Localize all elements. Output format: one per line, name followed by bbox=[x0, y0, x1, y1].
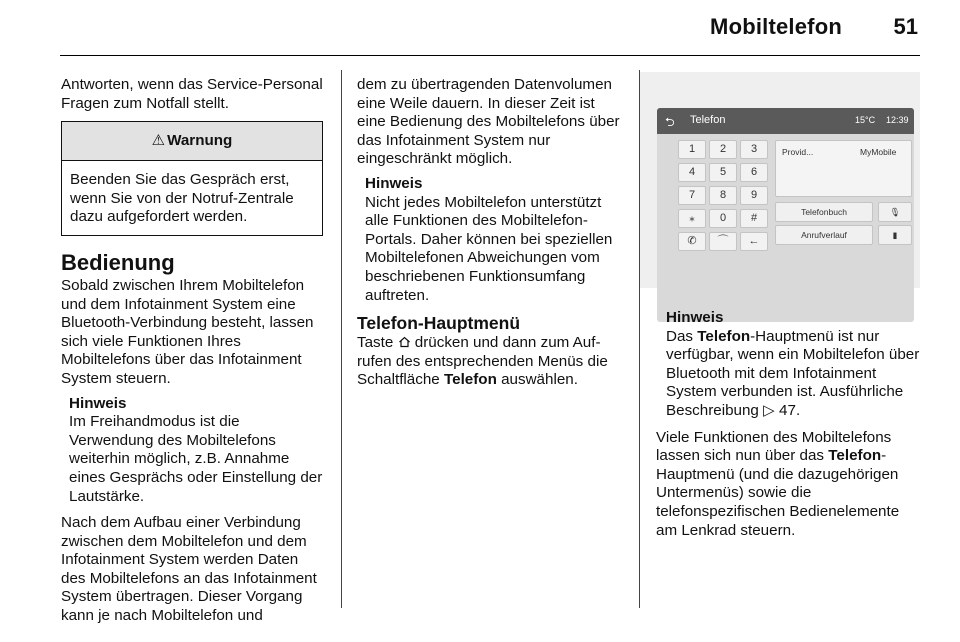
mobile-icon: ▮ bbox=[878, 225, 912, 245]
bedienung-paragraph: Sobald zwischen Ihrem Mobiltelefon und dem Infotainment System eine Bluetooth-Verbindung besteht, lassen sich viele Funktionen Ihres Mobiltelefons über das Infotainment System steuern. bbox=[61, 276, 314, 387]
page-number: 51 bbox=[893, 14, 918, 39]
keypad-key: 3 bbox=[740, 140, 768, 159]
text-fragment: Das bbox=[666, 327, 694, 345]
device-info-panel bbox=[775, 140, 912, 197]
page-header-title: Mobiltelefon bbox=[710, 14, 842, 39]
note-label: Hinweis bbox=[666, 309, 724, 326]
functions-paragraph bbox=[656, 429, 920, 541]
screen-temperature: 15°C bbox=[855, 115, 876, 125]
note-hauptmenue bbox=[666, 309, 920, 421]
keypad-key: 4 bbox=[678, 163, 706, 182]
call-icon: ✆ bbox=[678, 232, 706, 251]
text-fragment: -Hauptmenü ist nur verfügbar, wenn ein Mobiltelefon über Bluetooth mit dem Infotainment System verbunden ist. Ausführliche Beschreibung bbox=[666, 327, 920, 419]
text-fragment: drücken und dann zum Aufrufen des entsprechenden Menüs die Schaltfläche bbox=[357, 334, 608, 389]
header-rule bbox=[60, 55, 920, 56]
warning-triangle-icon: ⚠ bbox=[151, 132, 166, 150]
intro-paragraph: Antworten, wenn das Service-Personal Fragen zum Notfall stellt. bbox=[61, 76, 323, 112]
bold-term-telefon: Telefon bbox=[443, 371, 497, 389]
bold-term-telefon: Telefon bbox=[828, 447, 882, 465]
device-name: MyMobile bbox=[860, 147, 897, 157]
section-heading-telefon-hauptmenue: Telefon-Hauptmenü bbox=[357, 313, 521, 334]
page-ref-icon: ▷ bbox=[763, 401, 775, 419]
calllog-button: Anrufverlauf bbox=[775, 225, 873, 245]
warning-body: Beenden Sie das Gespräch erst, wenn Sie von der Notruf-Zentrale dazu aufgefordert werden. bbox=[70, 171, 294, 226]
keypad-key: 5 bbox=[709, 163, 737, 182]
column-1 bbox=[61, 76, 323, 632]
keypad-key: 9 bbox=[740, 186, 768, 205]
screen-title: Telefon bbox=[690, 114, 726, 126]
section-heading-bedienung: Bedienung bbox=[61, 249, 175, 275]
screen-title-bar bbox=[657, 108, 914, 134]
note-body: Nicht jedes Mobiltelefon unterstützt alle Funktionen des Mobiltelefon-Portals. Daher können bei speziellen Mobiltelefonen Abweichungen vom beschriebenen Funktionsumfang auftreten. bbox=[365, 193, 613, 304]
keypad-key: ⁎ bbox=[678, 209, 706, 228]
keypad-key: # bbox=[740, 209, 768, 228]
keypad-key: 8 bbox=[709, 186, 737, 205]
home-icon bbox=[398, 336, 411, 348]
warning-box bbox=[61, 121, 323, 236]
warning-header bbox=[62, 122, 322, 161]
backspace-icon: ← bbox=[740, 232, 768, 251]
note-functions bbox=[365, 175, 625, 305]
note-body: Im Freihandmodus ist die Verwendung des Mobiltelefons weiterhin möglich, z.B. Annahme eines Gesprächs oder Einstellung der Lautstärke. bbox=[69, 413, 323, 505]
column-2 bbox=[357, 76, 625, 396]
text-fragment: auswählen. bbox=[501, 371, 578, 389]
infotainment-screen-figure bbox=[640, 72, 920, 288]
keypad-key: 6 bbox=[740, 163, 768, 182]
hangup-icon: ⌒ bbox=[709, 232, 737, 251]
provider-label: Provid... bbox=[782, 147, 814, 157]
screen-time: 12:39 bbox=[886, 115, 909, 125]
note-freihand bbox=[69, 395, 323, 507]
page-ref-number[interactable]: 47. bbox=[779, 401, 801, 419]
telefon-menu-paragraph bbox=[357, 334, 625, 390]
text-fragment: Viele Funktionen des Mobiltelefons lassen sich nun über das bbox=[656, 428, 892, 465]
keypad-key: 7 bbox=[678, 186, 706, 205]
text-fragment: -Hauptmenü (und die dazugehörigen Untermenüs) sowie die telefonspezifischen Bedienelemente am Lenkrad steuern. bbox=[656, 447, 900, 539]
warning-title: Warnung bbox=[167, 132, 233, 150]
keypad-key: 2 bbox=[709, 140, 737, 159]
mute-mic-icon: 🎙 bbox=[878, 202, 912, 222]
bold-term-telefon: Telefon bbox=[697, 327, 751, 345]
column-3 bbox=[656, 303, 920, 546]
note-label: Hinweis bbox=[69, 394, 127, 412]
back-icon: ⮌ bbox=[665, 115, 675, 129]
keypad-key: 0 bbox=[709, 209, 737, 228]
text-fragment: Taste bbox=[357, 334, 394, 352]
transfer-paragraph: dem zu übertragenden Datenvolumen eine Weile dauern. In dieser Zeit ist eine Bedienung des Mobiltelefons über das Infotainment System nur eingeschränkt möglich. bbox=[357, 76, 620, 168]
connection-paragraph: Nach dem Aufbau einer Verbindung zwischen dem Mobiltelefon und dem Infotainment System werden Daten des Mobiltelefons an das Infotainment System übertragen. Dieser Vorgang kann je nach Mobiltelefon und bbox=[61, 514, 317, 625]
keypad-key: 1 bbox=[678, 140, 706, 159]
phonebook-button: Telefonbuch bbox=[775, 202, 873, 222]
column-divider-1 bbox=[341, 70, 342, 608]
note-label: Hinweis bbox=[365, 174, 423, 192]
